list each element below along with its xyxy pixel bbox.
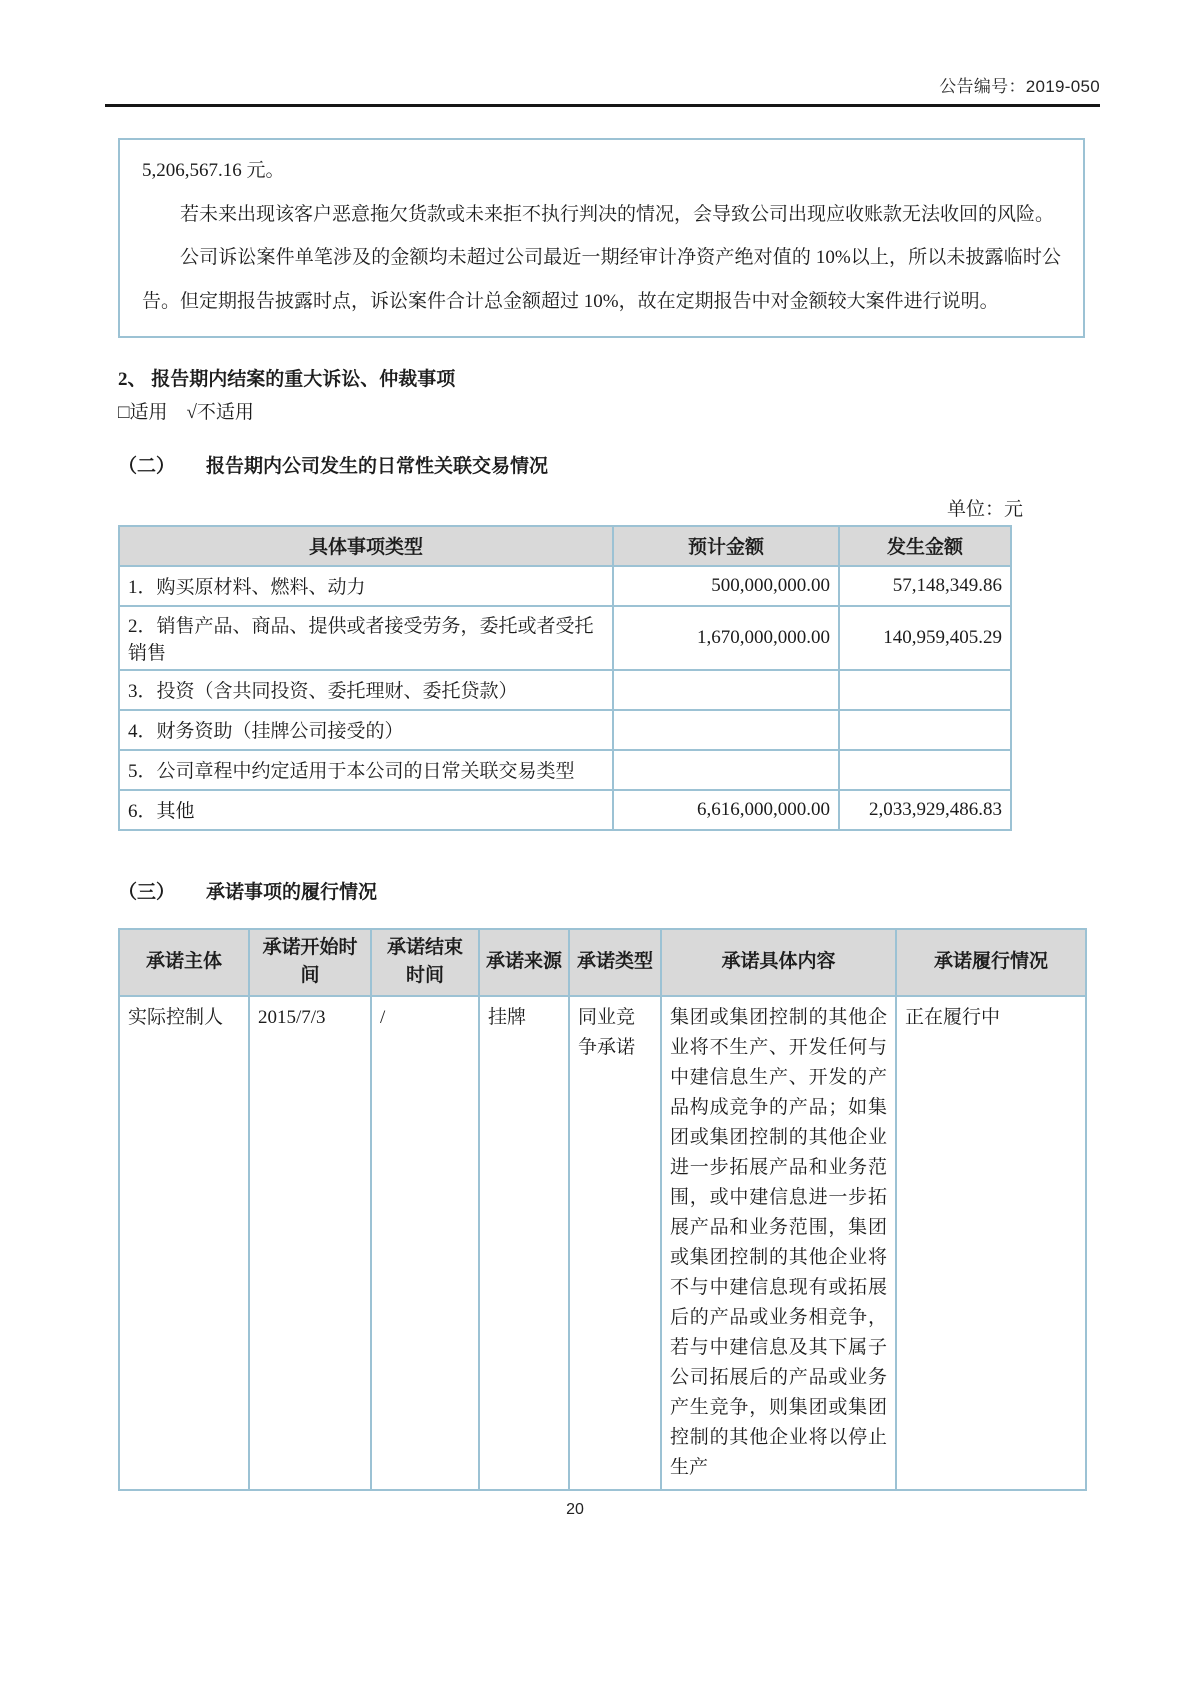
related-transactions-table (118, 525, 1012, 831)
section-heading-commitments (118, 877, 1100, 904)
section-title: 报告期内公司发生的日常性关联交易情况 (206, 455, 549, 477)
table-cell: 500,000,000.00 (613, 566, 839, 606)
table-row (119, 790, 1011, 830)
table-row (119, 670, 1011, 710)
section-heading-related-transactions (118, 451, 1100, 478)
table-cell (839, 710, 1011, 750)
table-cell (613, 750, 839, 790)
table-cell: 2015/7/3 (249, 996, 371, 1490)
table-row (119, 750, 1011, 790)
column-header: 承诺履行情况 (896, 929, 1086, 996)
litigation-paragraph: 5,206,567.16 元。 (142, 160, 285, 181)
commitments-table (118, 928, 1087, 1491)
table-cell: 实际控制人 (119, 996, 249, 1490)
column-header: 承诺来源 (479, 929, 569, 996)
column-header: 预计金额 (613, 526, 839, 566)
table-cell: 集团或集团控制的其他企业将不生产、开发任何与中建信息生产、开发的产品构成竞争的产品；如集团或集团控制的其他企业进一步拓展产品和业务范围，或中建信息进一步拓展产品和业务范围，集团或集团控制的其他企业将不与中建信息现有或拓展后的产品或业务相竞争，若与中建信息及其下属子公司拓展后的产品或业务产生竞争，则集团或集团控制的其他企业将以停止生产 (661, 996, 896, 1490)
table-cell: 挂牌 (479, 996, 569, 1490)
page-number: 20 (566, 1500, 584, 1518)
table-cell: 5．公司章程中约定适用于本公司的日常关联交易类型 (119, 750, 613, 790)
table-cell: 140,959,405.29 (839, 606, 1011, 670)
column-header: 承诺具体内容 (661, 929, 896, 996)
table-cell (839, 670, 1011, 710)
announcement-number: 公告编号：2019-050 (939, 77, 1100, 96)
column-header: 承诺主体 (119, 929, 249, 996)
column-header: 承诺结束时间 (371, 929, 479, 996)
unit-label: 单位：元 (946, 498, 1023, 520)
section-heading-closed-litigation: 2、 报告期内结案的重大诉讼、仲裁事项 (118, 368, 456, 390)
litigation-paragraph: 若未来出现该客户恶意拖欠货款或未来拒不执行判决的情况，会导致公司出现应收账款无法收回的风险。 (180, 203, 1055, 225)
table-row (119, 606, 1011, 670)
table-cell (613, 670, 839, 710)
section-label: （二） (118, 455, 176, 477)
section-title: 承诺事项的履行情况 (206, 881, 378, 903)
litigation-paragraph: 公司诉讼案件单笔涉及的金额均未超过公司最近一期经审计净资产绝对值的 10%以上，所以未披露临时公告。但定期报告披露时点，诉讼案件合计总金额超过 10%，故在定期报告中对金额较大案件进行说明。 (142, 247, 1061, 313)
table-cell: 1．购买原材料、燃料、动力 (119, 566, 613, 606)
table-cell: 6,616,000,000.00 (613, 790, 839, 830)
table-cell (839, 750, 1011, 790)
table-cell: 2,033,929,486.83 (839, 790, 1011, 830)
table-row (119, 710, 1011, 750)
header-rule (105, 104, 1100, 107)
table-cell: 57,148,349.86 (839, 566, 1011, 606)
column-header: 承诺类型 (569, 929, 661, 996)
column-header: 具体事项类型 (119, 526, 613, 566)
table-cell (613, 710, 839, 750)
column-header: 承诺开始时间 (249, 929, 371, 996)
table-cell: 6．其他 (119, 790, 613, 830)
column-header: 发生金额 (839, 526, 1011, 566)
section-label: （三） (118, 881, 176, 903)
table-cell: / (371, 996, 479, 1490)
table-cell: 正在履行中 (896, 996, 1086, 1490)
table-cell: 3．投资（含共同投资、委托理财、委托贷款） (119, 670, 613, 710)
table-row (119, 566, 1011, 606)
table-cell: 同业竞争承诺 (569, 996, 661, 1490)
applicability-line: □适用 √不适用 (118, 401, 254, 423)
table-cell: 2．销售产品、商品、提供或者接受劳务，委托或者受托销售 (119, 606, 613, 670)
litigation-summary-box (118, 138, 1085, 338)
table-header-row (119, 526, 1011, 566)
table-row (119, 996, 1086, 1490)
table-cell: 4．财务资助（挂牌公司接受的） (119, 710, 613, 750)
table-cell: 1,670,000,000.00 (613, 606, 839, 670)
table-header-row (119, 929, 1086, 996)
